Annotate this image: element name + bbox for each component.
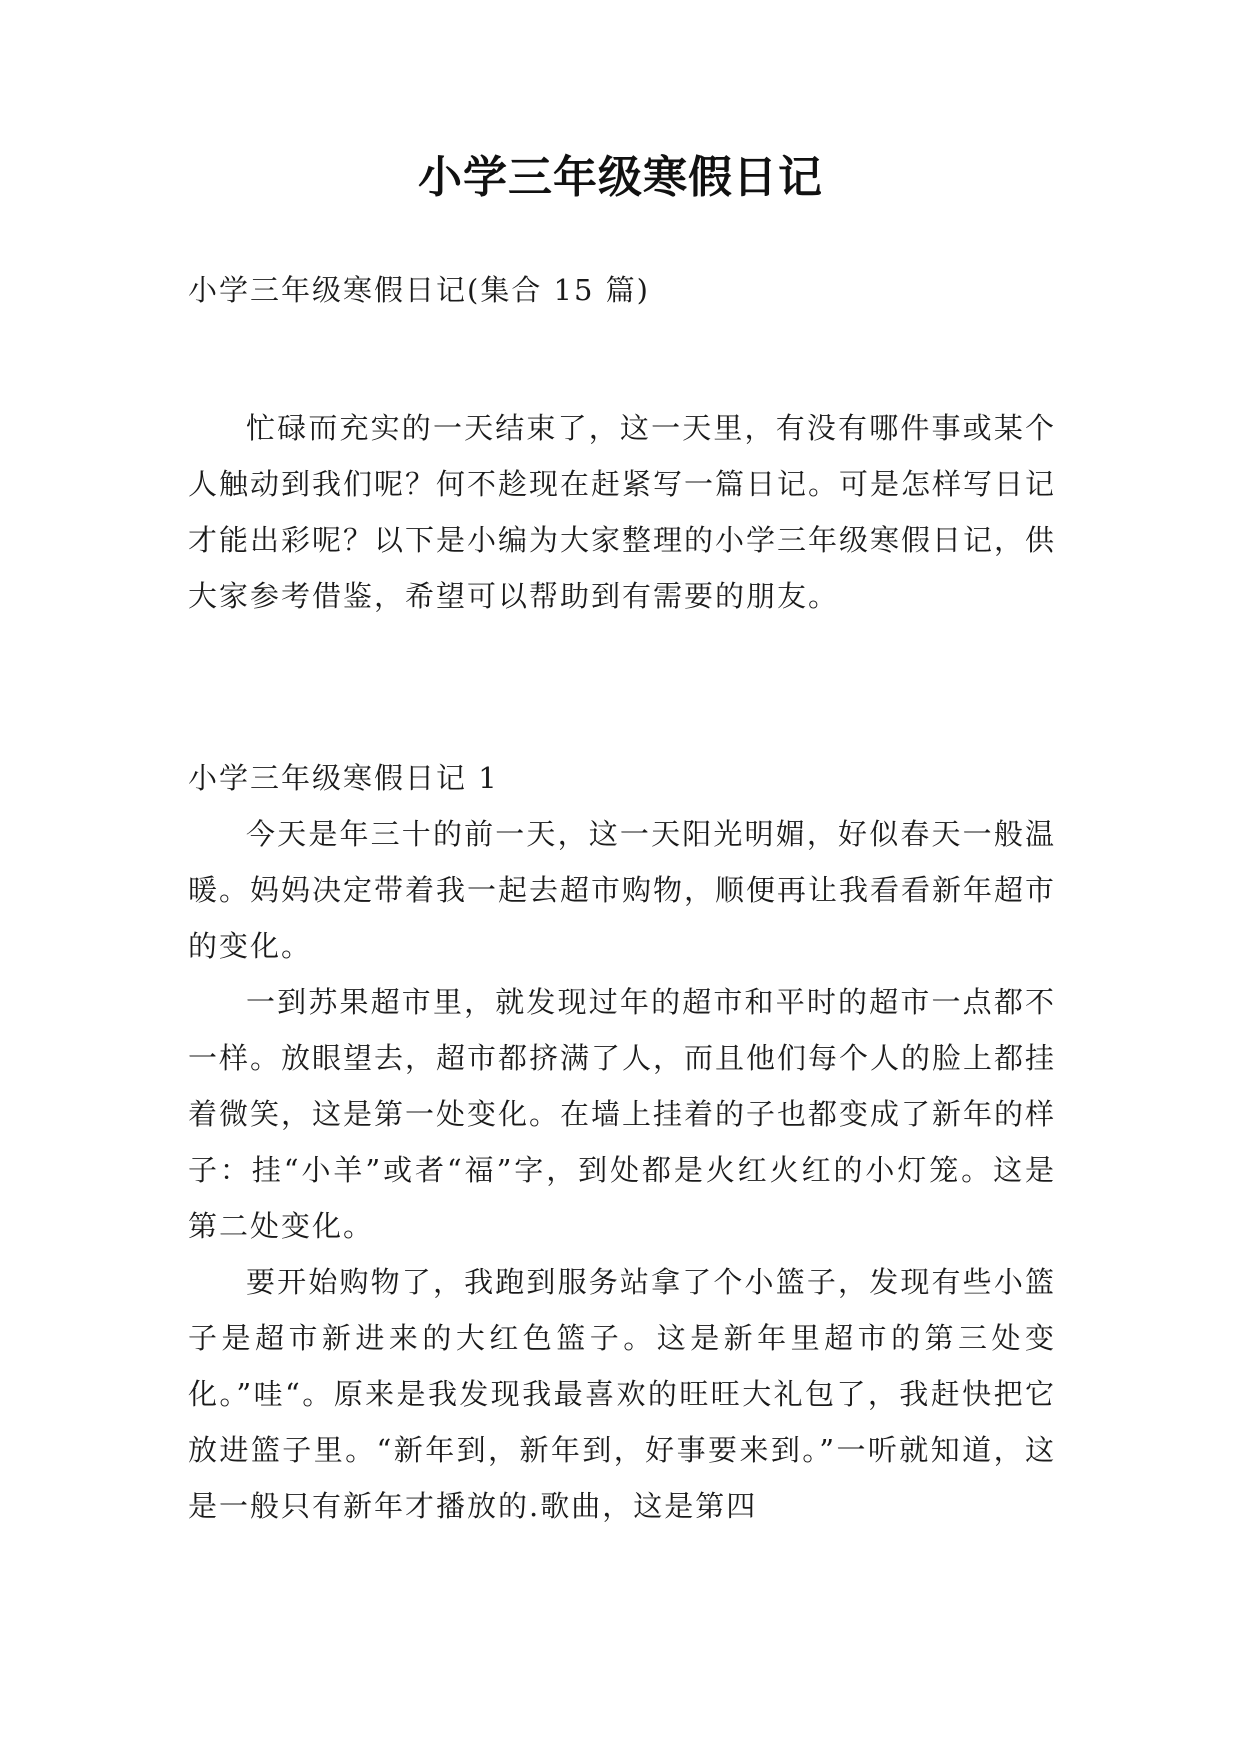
section-paragraph: 要开始购物了，我跑到服务站拿了个小篮子，发现有些小篮子是超市新进来的大红色篮子。这是新年里超市的第三处变化。”哇“。原来是我发现我最喜欢的旺旺大礼包了，我赶快把它放进篮子里。“新年到，新年到，好事要来到。”一听就知道，这是一般只有新年才播放的.歌曲，这是第四 (188, 1265, 1056, 1523)
document-title: 小学三年级寒假日记 (418, 152, 823, 203)
section-paragraph: 一到苏果超市里，就发现过年的超市和平时的超市一点都不一样。放眼望去，超市都挤满了人，而且他们每个人的脸上都挂着微笑，这是第一处变化。在墙上挂着的子也都变成了新年的样子：挂“小羊”或者“福”字，到处都是火红火红的小灯笼。这是第二处变化。 (188, 985, 1057, 1243)
section-heading: 小学三年级寒假日记 1 (188, 761, 499, 795)
document-subtitle-block (188, 262, 1056, 318)
section-paragraph: 今天是年三十的前一天，这一天阳光明媚，好似春天一般温暖。妈妈决定带着我一起去超市购物，顺便再让我看看新年超市的变化。 (188, 817, 1057, 963)
intro-block (188, 400, 1056, 624)
diary-section-1 (188, 750, 1056, 1534)
intro-paragraph: 忙碌而充实的一天结束了，这一天里，有没有哪件事或某个人触动到我们呢？何不趁现在赶紧写一篇日记。可是怎样写日记才能出彩呢？以下是小编为大家整理的小学三年级寒假日记，供大家参考借鉴，希望可以帮助到有需要的朋友。 (188, 411, 1057, 613)
document-subtitle: 小学三年级寒假日记(集合 15 篇) (188, 273, 650, 307)
